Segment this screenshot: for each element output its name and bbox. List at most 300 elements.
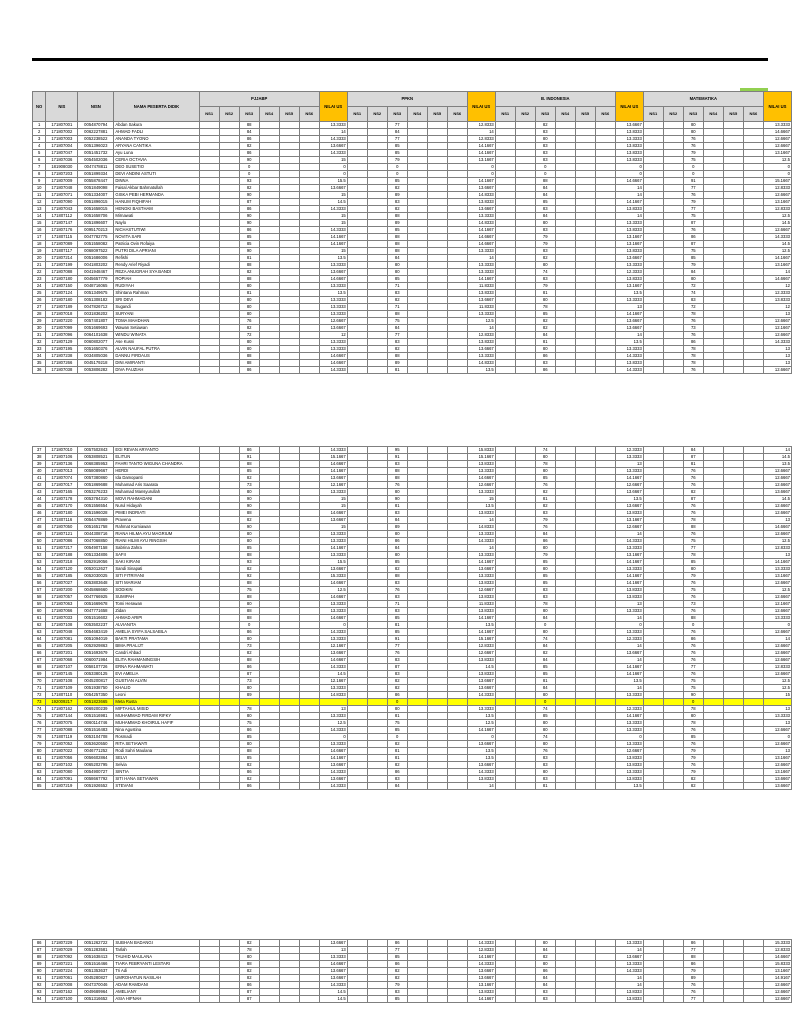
table-cell[interactable]: 81 [239,255,259,262]
table-cell[interactable]: 87 [33,947,46,954]
table-cell[interactable] [259,755,279,762]
table-cell[interactable] [427,150,447,157]
table-cell[interactable]: 0051334007 [78,192,114,199]
table-cell[interactable] [703,255,723,262]
table-cell[interactable]: 78 [683,311,703,318]
table-cell[interactable]: 0052030025 [78,573,114,580]
table-cell[interactable]: 85 [535,199,555,206]
table-cell[interactable]: 0054478869 [78,517,114,524]
table-cell[interactable]: 13.5 [467,367,495,374]
table-cell[interactable] [743,636,763,643]
table-row[interactable] [33,776,792,783]
table-cell[interactable] [723,545,743,552]
table-cell[interactable] [595,227,615,234]
table-cell[interactable]: 17 [33,234,46,241]
table-cell[interactable] [447,220,467,227]
table-row[interactable] [33,248,792,255]
table-cell[interactable]: 71 [33,685,46,692]
table-cell[interactable] [515,734,535,741]
table-cell[interactable]: 89 [387,524,407,531]
table-cell[interactable]: 82 [535,255,555,262]
table-cell[interactable] [299,255,319,262]
table-cell[interactable]: 90 [239,213,259,220]
table-cell[interactable] [515,220,535,227]
table-cell[interactable]: 86 [239,664,259,671]
table-cell[interactable] [259,136,279,143]
table-cell[interactable]: 8 [33,171,46,178]
table-cell[interactable] [575,601,595,608]
table-cell[interactable] [723,650,743,657]
table-cell[interactable] [427,318,447,325]
table-cell[interactable] [663,482,683,489]
table-cell[interactable] [199,961,219,968]
table-cell[interactable]: 13 [763,748,791,755]
table-cell[interactable] [515,975,535,982]
table-cell[interactable]: 0049689964 [78,989,114,996]
table-cell[interactable] [259,178,279,185]
table-cell[interactable] [663,706,683,713]
table-cell[interactable]: 78 [683,353,703,360]
table-cell[interactable]: 88 [239,608,259,615]
table-cell[interactable] [259,199,279,206]
table-cell[interactable] [575,143,595,150]
table-cell[interactable]: 0053620550 [78,741,114,748]
table-cell[interactable] [407,136,427,143]
table-cell[interactable] [723,283,743,290]
table-cell[interactable] [575,255,595,262]
table-cell[interactable] [663,220,683,227]
table-cell[interactable]: Tri Adi [114,968,199,975]
table-cell[interactable] [447,762,467,769]
table-cell[interactable]: 13.3333 [467,573,495,580]
table-cell[interactable] [447,699,467,706]
table-cell[interactable]: 12 [763,304,791,311]
table-cell[interactable] [643,783,663,790]
table-cell[interactable] [299,136,319,143]
table-cell[interactable] [723,503,743,510]
table-cell[interactable] [703,157,723,164]
table-cell[interactable] [279,678,299,685]
table-cell[interactable]: 82 [239,185,259,192]
table-cell[interactable] [199,150,219,157]
table-cell[interactable]: 88 [33,954,46,961]
table-cell[interactable] [495,559,515,566]
table-cell[interactable] [219,304,239,311]
table-cell[interactable]: 7 [33,164,46,171]
table-cell[interactable] [427,503,447,510]
table-cell[interactable] [279,311,299,318]
table-cell[interactable]: 14.1667 [467,996,495,1003]
table-cell[interactable] [347,580,367,587]
table-cell[interactable] [279,643,299,650]
table-cell[interactable] [259,629,279,636]
table-cell[interactable] [555,961,575,968]
table-cell[interactable] [447,587,467,594]
table-cell[interactable]: 88 [387,353,407,360]
table-cell[interactable] [279,339,299,346]
table-cell[interactable] [743,325,763,332]
table-cell[interactable] [643,220,663,227]
table-cell[interactable]: 13.6667 [763,489,791,496]
table-cell[interactable] [219,136,239,143]
table-cell[interactable]: 52 [33,552,46,559]
table-cell[interactable] [703,748,723,755]
table-cell[interactable]: 13.3333 [467,269,495,276]
table-cell[interactable]: 12.6667 [467,587,495,594]
table-cell[interactable]: 15 [319,192,347,199]
table-cell[interactable] [643,524,663,531]
table-cell[interactable]: 171807144 [46,713,78,720]
table-cell[interactable] [199,206,219,213]
table-cell[interactable] [703,447,723,454]
table-cell[interactable]: 76 [683,741,703,748]
table-cell[interactable] [447,636,467,643]
table-cell[interactable] [427,699,447,706]
table-cell[interactable]: 171807218 [46,559,78,566]
table-cell[interactable]: AMELIANY [114,989,199,996]
table-cell[interactable] [427,622,447,629]
table-cell[interactable] [575,559,595,566]
table-cell[interactable] [643,227,663,234]
table-cell[interactable] [279,262,299,269]
table-cell[interactable] [743,304,763,311]
table-cell[interactable] [347,248,367,255]
table-cell[interactable]: Rosmadi [114,734,199,741]
table-cell[interactable] [427,517,447,524]
table-cell[interactable]: 171807013 [46,468,78,475]
table-cell[interactable] [663,283,683,290]
table-cell[interactable] [555,748,575,755]
table-cell[interactable] [219,741,239,748]
table-cell[interactable]: 0060802077 [78,339,114,346]
table-cell[interactable] [555,727,575,734]
table-cell[interactable]: 0 [239,164,259,171]
table-cell[interactable] [495,580,515,587]
table-cell[interactable]: 60 [33,608,46,615]
table-cell[interactable]: 79 [683,748,703,755]
table-cell[interactable] [219,538,239,545]
table-cell[interactable] [367,213,387,220]
table-cell[interactable]: 83 [535,248,555,255]
table-row[interactable] [33,220,792,227]
table-cell[interactable] [743,150,763,157]
table-cell[interactable]: 13.3333 [763,566,791,573]
table-cell[interactable]: 73 [239,678,259,685]
table-cell[interactable] [555,185,575,192]
table-cell[interactable] [407,475,427,482]
table-cell[interactable] [495,367,515,374]
table-cell[interactable] [299,482,319,489]
table-cell[interactable] [703,678,723,685]
table-cell[interactable] [723,269,743,276]
table-cell[interactable] [575,531,595,538]
table-cell[interactable] [427,538,447,545]
table-cell[interactable] [515,192,535,199]
table-cell[interactable] [347,783,367,790]
table-cell[interactable] [219,178,239,185]
table-cell[interactable]: 13.3333 [319,346,347,353]
table-cell[interactable]: 171807009 [46,178,78,185]
table-cell[interactable]: 0 [319,171,347,178]
table-cell[interactable]: 13.8333 [467,671,495,678]
table-cell[interactable]: MUHAMMAD KHOIRUL HAFIF [114,720,199,727]
table-cell[interactable]: MUHAMMAD FIRDAM RIFKY [114,713,199,720]
table-cell[interactable] [367,461,387,468]
table-cell[interactable] [299,143,319,150]
table-cell[interactable]: 85 [239,755,259,762]
table-cell[interactable] [427,545,447,552]
table-row[interactable] [33,346,792,353]
table-cell[interactable] [219,947,239,954]
table-cell[interactable] [555,262,575,269]
table-cell[interactable] [219,608,239,615]
table-cell[interactable]: 0051658015 [78,206,114,213]
table-cell[interactable] [367,940,387,947]
table-cell[interactable] [407,213,427,220]
table-cell[interactable] [515,157,535,164]
table-cell[interactable]: 88 [239,360,259,367]
table-cell[interactable] [595,248,615,255]
table-cell[interactable] [515,954,535,961]
table-cell[interactable] [199,503,219,510]
table-cell[interactable]: 76 [683,136,703,143]
table-cell[interactable]: 79 [535,517,555,524]
table-cell[interactable] [515,783,535,790]
table-cell[interactable]: TOMA MAHDHAN [114,318,199,325]
table-cell[interactable] [643,636,663,643]
table-cell[interactable]: 13.6667 [319,975,347,982]
table-cell[interactable]: 0044308716 [78,531,114,538]
table-cell[interactable]: 86 [239,150,259,157]
table-cell[interactable] [407,290,427,297]
table-cell[interactable] [555,213,575,220]
table-cell[interactable] [299,629,319,636]
table-cell[interactable]: 15.1667 [319,454,347,461]
table-cell[interactable] [347,360,367,367]
table-cell[interactable] [743,961,763,968]
table-cell[interactable]: EGI REVAN ARYANTO [114,447,199,454]
table-cell[interactable] [259,954,279,961]
table-cell[interactable]: 88 [239,961,259,968]
table-cell[interactable] [643,241,663,248]
table-cell[interactable] [367,622,387,629]
table-cell[interactable] [299,538,319,545]
table-cell[interactable]: 13.6667 [615,650,643,657]
table-cell[interactable] [347,699,367,706]
table-cell[interactable] [495,178,515,185]
table-cell[interactable]: 44 [33,496,46,503]
table-cell[interactable]: 14.6667 [319,510,347,517]
table-cell[interactable] [575,940,595,947]
table-cell[interactable] [555,510,575,517]
table-cell[interactable] [347,318,367,325]
table-cell[interactable]: 80 [535,629,555,636]
table-cell[interactable]: 83 [387,608,407,615]
table-cell[interactable]: 11.8333 [467,283,495,290]
table-cell[interactable] [347,143,367,150]
table-cell[interactable] [555,475,575,482]
table-cell[interactable] [555,601,575,608]
table-cell[interactable]: 14 [763,636,791,643]
table-cell[interactable]: Mirnawati [114,213,199,220]
table-cell[interactable] [347,559,367,566]
table-cell[interactable] [219,720,239,727]
table-cell[interactable] [743,538,763,545]
table-cell[interactable]: 88 [683,954,703,961]
table-cell[interactable] [575,615,595,622]
table-row[interactable] [33,720,792,727]
table-cell[interactable] [703,671,723,678]
table-cell[interactable]: 76 [535,482,555,489]
table-cell[interactable]: 24 [33,283,46,290]
table-cell[interactable] [643,290,663,297]
table-cell[interactable] [555,192,575,199]
table-row[interactable] [33,629,792,636]
table-cell[interactable] [555,650,575,657]
table-cell[interactable]: 80 [535,692,555,699]
table-cell[interactable]: 90 [683,692,703,699]
table-cell[interactable]: 12.1667 [763,325,791,332]
table-cell[interactable] [199,622,219,629]
table-cell[interactable] [347,545,367,552]
table-cell[interactable]: 88 [387,213,407,220]
table-cell[interactable] [555,304,575,311]
table-cell[interactable] [219,297,239,304]
table-cell[interactable] [575,762,595,769]
table-cell[interactable]: 14.3333 [319,447,347,454]
table-cell[interactable] [427,241,447,248]
table-cell[interactable]: 14 [615,982,643,989]
table-cell[interactable] [299,622,319,629]
table-cell[interactable] [279,206,299,213]
table-cell[interactable] [595,940,615,947]
table-cell[interactable]: 74 [683,290,703,297]
table-cell[interactable] [427,220,447,227]
table-cell[interactable]: 73 [239,482,259,489]
table-cell[interactable] [367,615,387,622]
table-cell[interactable]: 80 [239,538,259,545]
table-cell[interactable] [367,283,387,290]
table-cell[interactable]: 0046771252 [78,748,114,755]
table-cell[interactable]: 85 [387,276,407,283]
table-cell[interactable]: 13.5 [467,503,495,510]
table-cell[interactable]: 83 [535,360,555,367]
table-cell[interactable] [347,122,367,129]
table-cell[interactable]: 84 [387,325,407,332]
table-cell[interactable]: 84 [33,776,46,783]
table-cell[interactable]: 75 [683,157,703,164]
table-cell[interactable] [427,234,447,241]
table-cell[interactable]: 83 [535,762,555,769]
table-cell[interactable]: 79 [387,157,407,164]
table-cell[interactable] [447,248,467,255]
table-cell[interactable] [575,213,595,220]
table-row[interactable] [33,171,792,178]
table-cell[interactable] [259,234,279,241]
table-cell[interactable] [347,220,367,227]
table-cell[interactable]: 0048716065 [78,283,114,290]
table-cell[interactable] [703,996,723,1003]
table-cell[interactable]: 13.3333 [615,136,643,143]
table-cell[interactable] [555,776,575,783]
table-cell[interactable]: 171807199 [46,262,78,269]
table-cell[interactable]: 14 [615,531,643,538]
table-cell[interactable]: 90 [239,220,259,227]
table-cell[interactable]: 12.6667 [763,318,791,325]
table-cell[interactable]: 14.3333 [615,968,643,975]
table-cell[interactable] [663,657,683,664]
table-cell[interactable]: 14.3333 [319,769,347,776]
table-cell[interactable]: 14.3333 [319,150,347,157]
table-cell[interactable] [703,762,723,769]
table-cell[interactable]: 82 [239,762,259,769]
table-cell[interactable]: 171807091 [46,776,78,783]
table-cell[interactable] [643,185,663,192]
table-cell[interactable]: 13.1667 [615,234,643,241]
table-cell[interactable]: 171807201 [46,650,78,657]
table-cell[interactable]: 0051516602 [78,615,114,622]
table-cell[interactable]: 65 [33,643,46,650]
table-cell[interactable] [427,171,447,178]
table-cell[interactable] [427,192,447,199]
table-cell[interactable] [279,692,299,699]
table-cell[interactable]: 76 [387,650,407,657]
table-cell[interactable]: 76 [683,594,703,601]
table-cell[interactable] [495,199,515,206]
table-cell[interactable]: 84 [535,531,555,538]
table-cell[interactable] [219,122,239,129]
table-cell[interactable] [743,461,763,468]
table-cell[interactable]: 87 [683,454,703,461]
table-cell[interactable] [663,601,683,608]
table-cell[interactable] [407,129,427,136]
table-cell[interactable] [427,573,447,580]
table-cell[interactable]: 80 [535,566,555,573]
table-cell[interactable] [555,608,575,615]
table-cell[interactable] [743,517,763,524]
table-cell[interactable] [643,475,663,482]
table-row[interactable] [33,769,792,776]
table-cell[interactable]: 13 [319,706,347,713]
table-cell[interactable] [575,968,595,975]
table-cell[interactable]: UMROHATUN NASILAH [114,975,199,982]
table-cell[interactable] [595,482,615,489]
table-cell[interactable] [259,685,279,692]
table-cell[interactable] [367,171,387,178]
table-cell[interactable]: 12.6667 [763,510,791,517]
table-cell[interactable]: 64 [33,636,46,643]
table-cell[interactable]: 48 [33,524,46,531]
table-cell[interactable] [575,727,595,734]
table-cell[interactable]: 87 [239,996,259,1003]
table-cell[interactable]: 0047782775 [78,234,114,241]
table-cell[interactable] [515,699,535,706]
table-cell[interactable]: 76 [683,580,703,587]
table-cell[interactable]: 171807048 [46,185,78,192]
table-cell[interactable] [495,552,515,559]
table-cell[interactable] [299,283,319,290]
table-cell[interactable] [595,755,615,762]
table-cell[interactable] [663,643,683,650]
table-cell[interactable] [643,982,663,989]
table-cell[interactable]: 83 [387,199,407,206]
table-cell[interactable] [347,968,367,975]
table-cell[interactable] [495,234,515,241]
table-row[interactable] [33,150,792,157]
table-cell[interactable] [575,447,595,454]
table-cell[interactable]: 91 [683,178,703,185]
table-cell[interactable] [367,636,387,643]
